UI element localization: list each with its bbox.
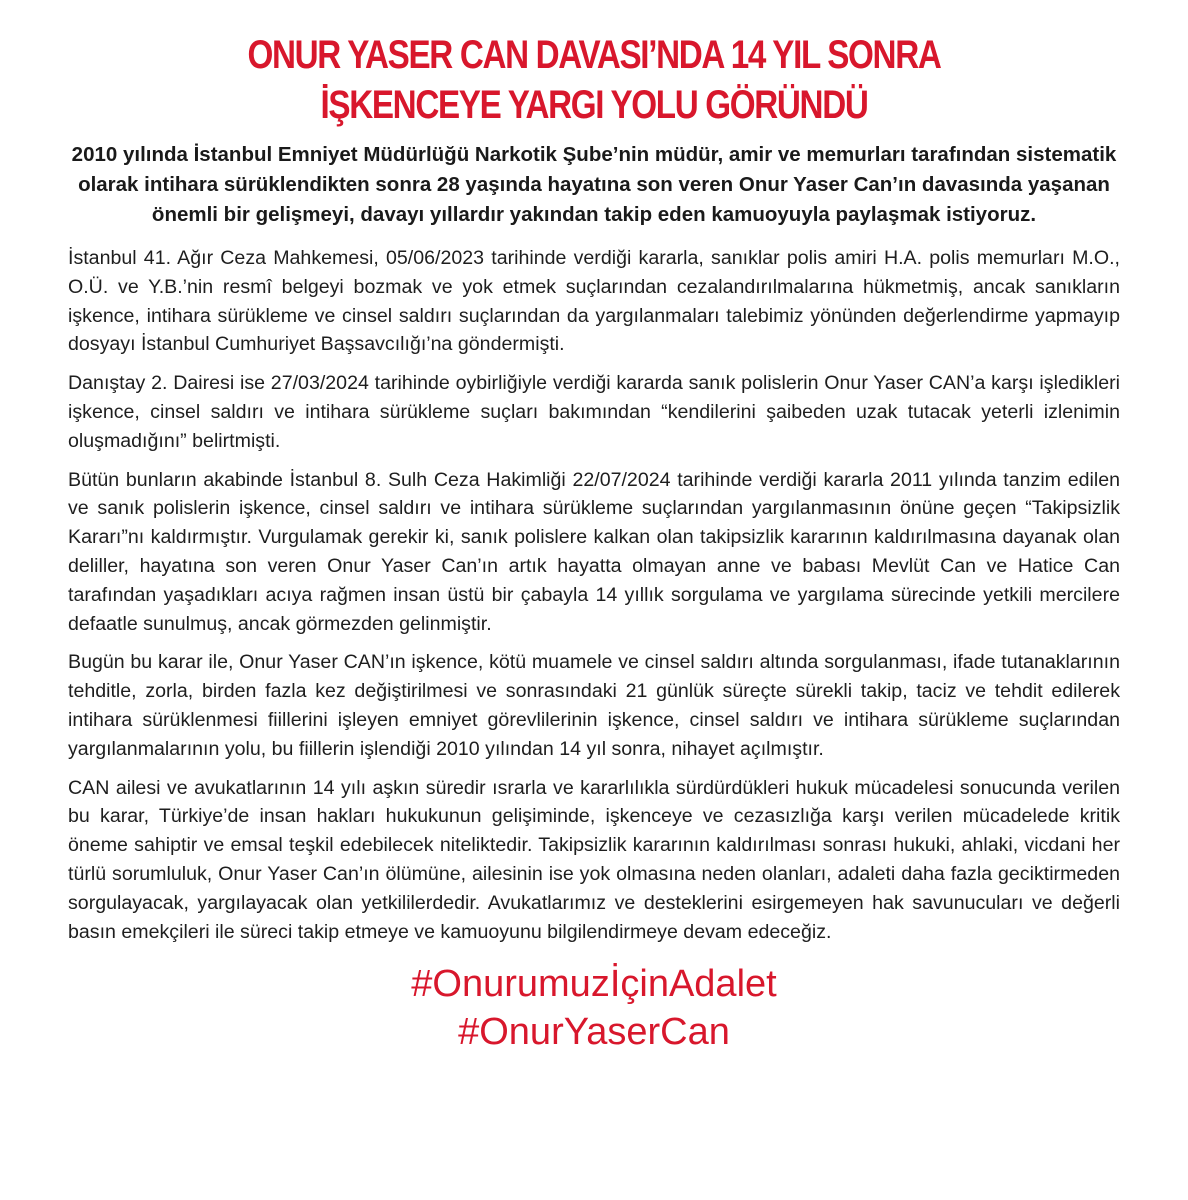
hashtag-onur-yaser-can[interactable]: #OnurYaserCan xyxy=(458,1011,730,1054)
hashtags xyxy=(68,960,1120,1056)
headline-line-1: ONUR YASER CAN DAVASI’NDA 14 YIL SONRA xyxy=(247,33,941,77)
headline-line-2: İŞKENCEYE YARGI YOLU GÖRÜNDÜ xyxy=(320,83,868,127)
body-paragraph-4: Bugün bu karar ile, Onur Yaser CAN’ın işkence, kötü muamele ve cinsel saldırı altında sorgulanması, ifade tutanaklarının tehditle, zorla, birden fazla kez değiştirilmesi ve sonrasındaki 21 günlük süreçte sürekli takip, taciz ve tehdit edilerek intihara sürüklenmesi fiillerini işleyen emniyet görevlilerinin işkence, cinsel saldırı ve intihara sürükleme suçlarından yargılanmalarının yolu, bu fiillerin işlendiği 2010 yılından 14 yıl sonra, nihayet açılmıştır. xyxy=(68,651,1120,760)
hashtag-onurumuz-icin-adalet[interactable]: #OnurumuzİçinAdalet xyxy=(411,963,777,1006)
body-paragraph-1: İstanbul 41. Ağır Ceza Mahkemesi, 05/06/2023 tarihinde verdiği kararla, sanıklar polis amiri H.A. polis memurları M.O., O.Ü. ve Y.B.’nin resmî belgeyi bozmak ve yok etmek suçlarından cezalandırılmalarına hükmetmiş, ancak sanıkların işkence, intihara sürükleme ve cinsel saldırı suçlarından da yargılanmaları talebimiz yönünden değerlendirme yapmayıp dosyayı İstanbul Cumhuriyet Başsavcılığı’na göndermişti. xyxy=(68,247,1120,356)
headline xyxy=(157,30,1030,130)
body-paragraph-3: Bütün bunların akabinde İstanbul 8. Sulh Ceza Hakimliği 22/07/2024 tarihinde verdiği kararla 2011 yılında tanzim edilen ve sanık polislerin işkence, cinsel saldırı ve intihara sürükleme suçlarından yargılanmasının önüne geçen “Takipsizlik Kararı”nı kaldırmıştır. Vurgulamak gerekir ki, sanık polislere kalkan olan takipsizlik kararının kaldırılmasına dayanak olan deliller, hayatına son veren Onur Yaser Can’ın artık hayatta olmayan anne ve babası Mevlüt Can ve Hatice Can tarafından yaşadıkları acıya rağmen insan üstü bir çabayla 14 yıllık sorgulama ve yargılama sürecinde yetkili mercilere defaatle sunulmuş, ancak görmezden gelinmiştir. xyxy=(68,468,1120,635)
body-paragraph-5: CAN ailesi ve avukatlarının 14 yılı aşkın süredir ısrarla ve kararlılıkla sürdürdükleri hukuk mücadelesi sonucunda verilen bu karar, Türkiye’de insan hakları hukukunun gelişiminde, işkenceye ve cezasızlığa karşı verilen mücadelede kritik öneme sahiptir ve emsal teşkil edebilecek niteliktedir. Takipsizlik kararının kaldırılması sonrası hukuki, ahlaki, vicdani her türlü sorumluluk, Onur Yaser Can’ın ölümüne, ailesinin ise yok olmasına neden olanları, adaleti daha fazla geciktirmeden sorgulayacak, yargılayacak olan yetkililerdedir. Avukatlarımız ve desteklerini esirgemeyen hak savunucuları ve değerli basın emekçileri ile süreci takip etmeye ve kamuoyunu bilgilendirmeye devam edeceğiz. xyxy=(68,776,1120,943)
lead-paragraph: 2010 yılında İstanbul Emniyet Müdürlüğü Narkotik Şube’nin müdür, amir ve memurları tarafından sistematik olarak intihara sürüklendikten sonra 28 yaşında hayatına son veren Onur Yaser Can’ın davasında yaşanan önemli bir gelişmeyi, davayı yıllardır yakından takip eden kamuoyuyla paylaşmak istiyoruz. xyxy=(71,143,1117,226)
body-paragraph-2: Danıştay 2. Dairesi ise 27/03/2024 tarihinde oybirliğiyle verdiği kararda sanık polislerin Onur Yaser CAN’a karşı işledikleri işkence, cinsel saldırı ve intihara sürükleme suçları bakımından “kendilerini şaibeden uzak tutacak yeterli izlenimin oluşmadığını” belirtmişti. xyxy=(68,372,1120,452)
